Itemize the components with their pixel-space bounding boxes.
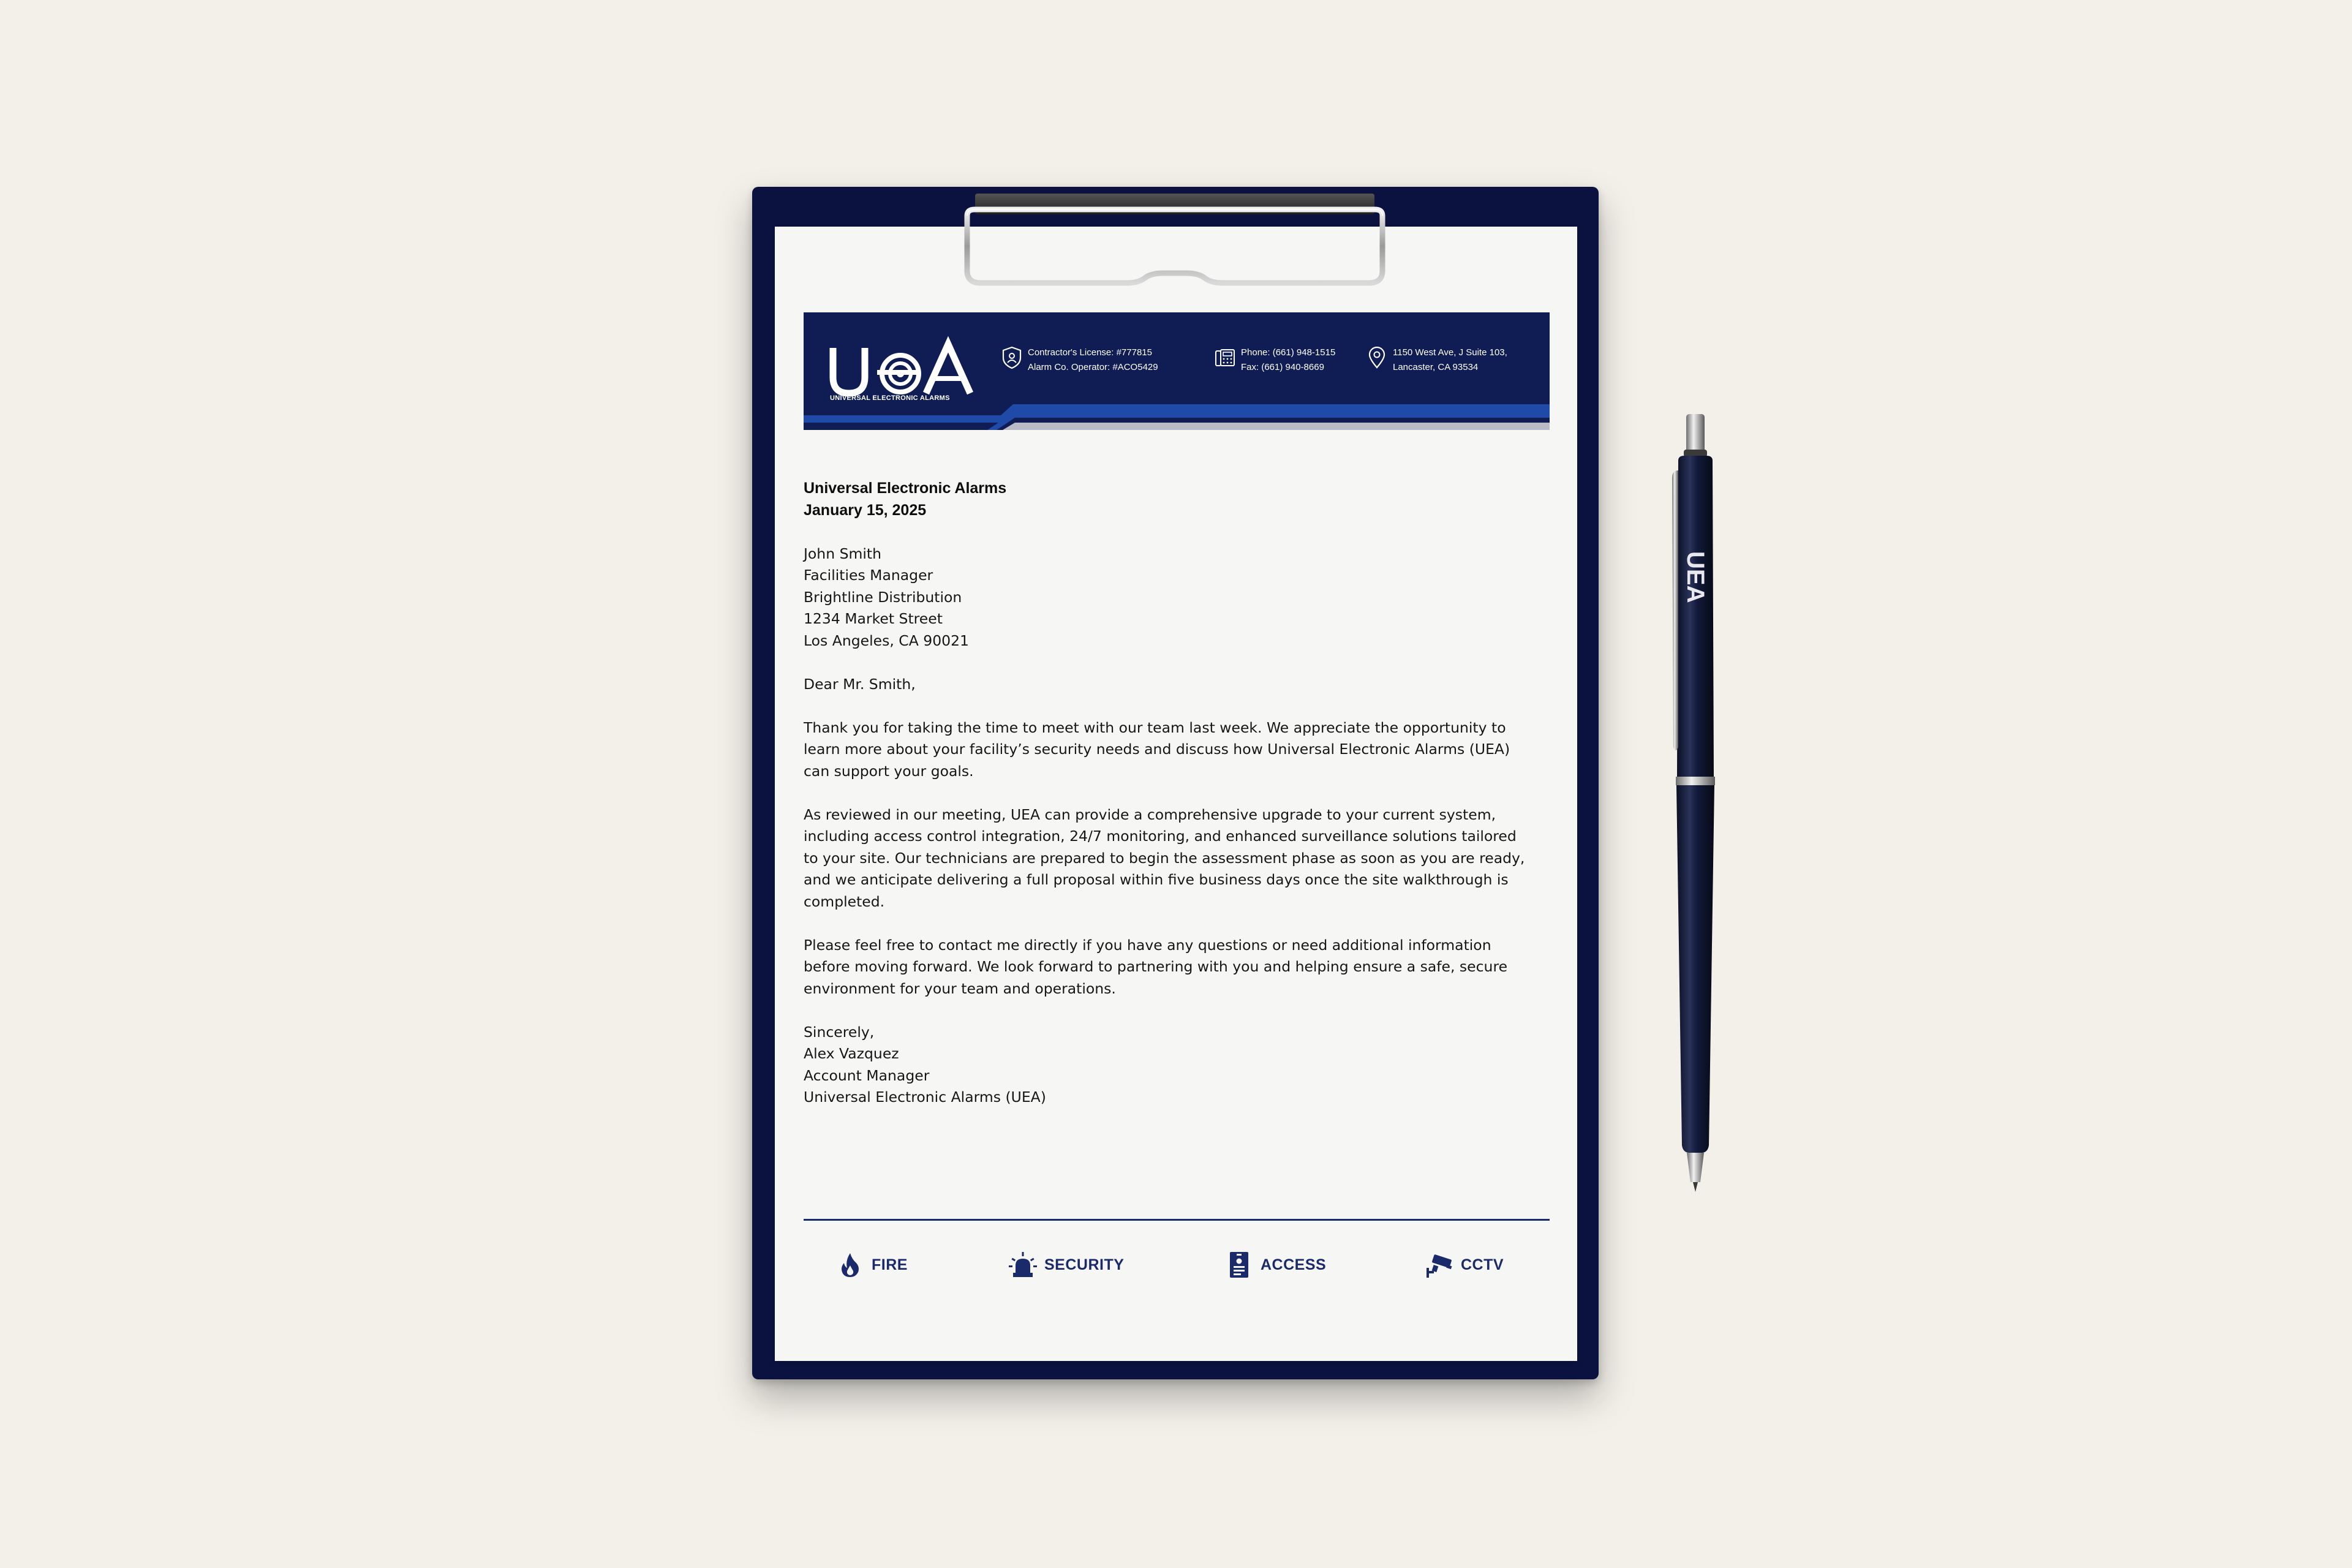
paragraph-line: learn more about your facility’s security needs and discuss how Universal Electronic Alarms (UEA) [804, 741, 1510, 758]
paragraph-line: Thank you for taking the time to meet with our team last week. We appreciate the opportunity to [804, 718, 1506, 736]
footer-divider [804, 1219, 1550, 1221]
service-security [1009, 1251, 1124, 1279]
shield-badge-icon [1001, 345, 1023, 370]
pen-uea-logo [1682, 551, 1709, 603]
phone-line[interactable]: Phone: (661) 948-1515 [1241, 347, 1336, 358]
letter-page [775, 227, 1577, 1361]
paragraph-line: before moving forward. We look forward to partnering with you and helping ensure a safe, secure [804, 958, 1508, 975]
signature-block [804, 1043, 1557, 1109]
recipient-name: John Smith [804, 545, 882, 562]
signer-name: Alex Vazquez [804, 1045, 899, 1062]
paragraph-2 [804, 804, 1557, 913]
salutation: Dear Mr. Smith, [804, 675, 916, 693]
flame-icon [836, 1251, 864, 1279]
service-label: ACCESS [1261, 1256, 1327, 1273]
sender-name: Universal Electronic Alarms [804, 480, 1007, 497]
cctv-camera-icon [1425, 1251, 1453, 1279]
service-label: CCTV [1461, 1256, 1504, 1273]
pen [1654, 404, 1733, 1194]
service-fire [836, 1251, 908, 1279]
letter-date: January 15, 2025 [804, 501, 927, 519]
id-badge-icon [1225, 1251, 1253, 1279]
recipient-street: 1234 Market Street [804, 610, 943, 627]
fax-line: Fax: (661) 940-8669 [1241, 362, 1324, 372]
recipient-title: Facilities Manager [804, 567, 933, 584]
license-line-1: Contractor's License: #777815 [1028, 347, 1152, 358]
paragraph-line: including access control integration, 24/7 monitoring, and enhanced surveillance solutions tailored [804, 827, 1517, 845]
letter-body [804, 478, 1557, 1109]
paragraph-line: to your site. Our technicians are prepared to begin the assessment phase as soon as you are ready, [804, 849, 1525, 867]
signer-title: Account Manager [804, 1066, 930, 1084]
license-info [1001, 345, 1158, 375]
paragraph-1 [804, 717, 1557, 783]
siren-icon [1009, 1251, 1037, 1279]
license-line-2: Alarm Co. Operator: #ACO5429 [1028, 362, 1158, 372]
service-cctv [1425, 1251, 1504, 1279]
paragraph-3 [804, 935, 1557, 1000]
letterhead-banner [804, 312, 1550, 430]
logo-tagline: UNIVERSAL ELECTRONIC ALARMS [830, 394, 950, 402]
signer-company: Universal Electronic Alarms (UEA) [804, 1088, 1046, 1106]
paragraph-line: environment for your team and operations. [804, 979, 1116, 997]
service-label: SECURITY [1044, 1256, 1125, 1273]
paragraph-line: can support your goals. [804, 762, 974, 780]
service-access [1225, 1251, 1326, 1279]
svg-text:UEA: UEA [1682, 551, 1709, 603]
service-label: FIRE [872, 1256, 908, 1273]
location-pin-icon [1366, 345, 1388, 370]
recipient-company: Brightline Distribution [804, 588, 962, 606]
contact-info [1214, 345, 1335, 375]
address-info [1366, 345, 1507, 375]
address-line-1: 1150 West Ave, J Suite 103, [1393, 347, 1507, 358]
paragraph-line: completed. [804, 892, 885, 910]
address-line-2: Lancaster, CA 93534 [1393, 362, 1479, 372]
clipboard-clip [960, 191, 1390, 289]
closing: Sincerely, [804, 1023, 875, 1041]
fax-phone-icon [1214, 345, 1236, 370]
recipient-city: Los Angeles, CA 90021 [804, 631, 969, 649]
paragraph-line: As reviewed in our meeting, UEA can provide a comprehensive upgrade to your current system, [804, 805, 1496, 823]
paragraph-line: and we anticipate delivering a full proposal within five business days once the site walkthrough is [804, 871, 1509, 888]
recipient-block [804, 543, 1557, 652]
paragraph-line: Please feel free to contact me directly if you have any questions or need additional information [804, 936, 1491, 954]
